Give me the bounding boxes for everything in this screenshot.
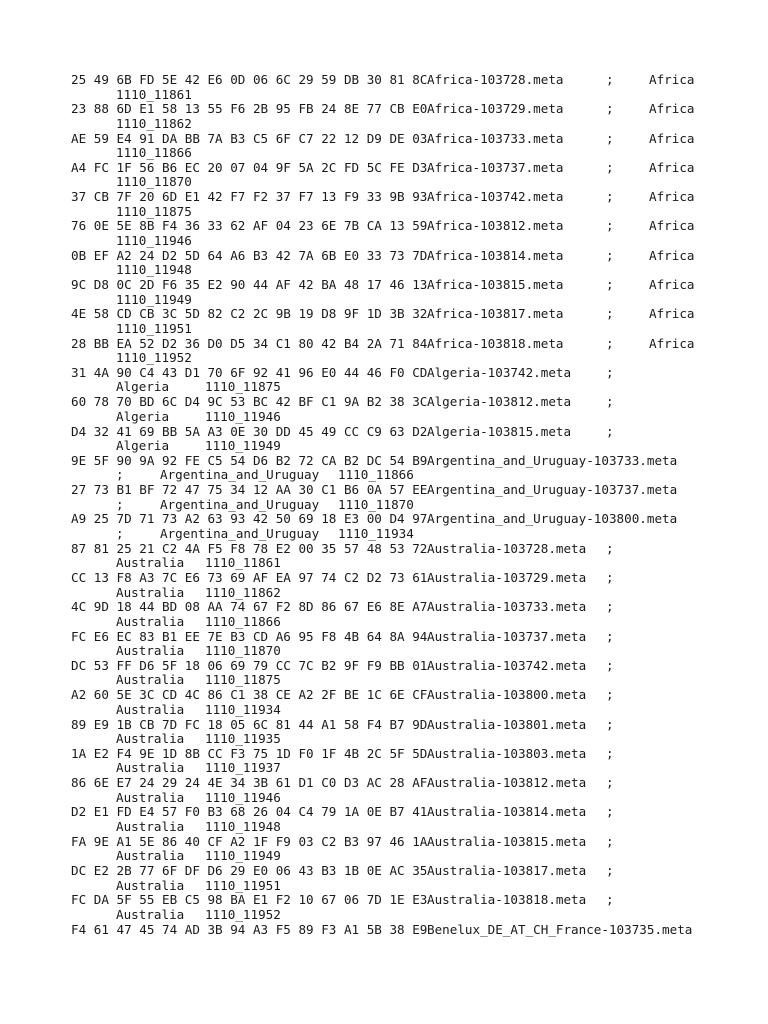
- listing-entry: [71, 101, 711, 130]
- entry-line-2: [71, 145, 192, 160]
- record-id: 1110_11949: [205, 848, 281, 864]
- entry-line-1: [71, 628, 614, 644]
- file-name: Africa-103742.meta: [427, 189, 564, 205]
- listing-entry: [71, 277, 711, 306]
- listing-entry: [71, 687, 711, 716]
- field-separator: ;: [606, 247, 614, 263]
- region-name: Australia: [116, 643, 185, 659]
- region-name: Algeria: [116, 379, 170, 395]
- entry-line-2: [71, 438, 281, 454]
- hash-value: AE 59 E4 91 DA BB 7A B3 C5 6F C7 22 12 D9 DE 03: [71, 130, 428, 146]
- file-name: Africa-103733.meta: [427, 130, 564, 146]
- entry-line-1: [71, 394, 614, 410]
- region-name: Argentina_and_Uruguay: [160, 467, 320, 483]
- field-separator: ;: [606, 628, 614, 644]
- region-name: Australia: [116, 760, 185, 776]
- file-name: Argentina_and_Uruguay-103800.meta: [427, 511, 678, 527]
- file-name: Africa-103814.meta: [427, 247, 564, 263]
- record-id: 1110_11934: [205, 701, 281, 717]
- record-id: 1110_11862: [205, 584, 281, 600]
- entry-line-2: [71, 262, 192, 277]
- entry-line-1: [71, 745, 614, 761]
- entry-line-1: [71, 570, 614, 586]
- entry-line-1: [71, 833, 614, 849]
- field-separator: ;: [606, 218, 614, 234]
- listing-entry: [71, 218, 711, 247]
- hash-value: 0B EF A2 24 D2 5D 64 A6 B3 42 7A 6B E0 33 73 7D: [71, 247, 428, 263]
- listing-entry: [71, 570, 711, 599]
- entry-line-1: [71, 423, 614, 439]
- record-id: 1110_11862: [116, 115, 192, 131]
- region-name: Australia: [116, 672, 185, 688]
- listing-entry: [71, 775, 711, 804]
- field-separator: ;: [606, 130, 614, 146]
- file-name: Algeria-103815.meta: [427, 423, 572, 439]
- hash-listing: [71, 72, 711, 951]
- listing-entry: [71, 394, 711, 423]
- entry-line-1: [71, 482, 677, 497]
- file-name: Africa-103818.meta: [427, 335, 564, 351]
- field-separator: ;: [606, 775, 614, 791]
- region-name: Africa: [649, 218, 695, 234]
- record-id: 1110_11946: [116, 232, 192, 248]
- region-name: Africa: [649, 130, 695, 146]
- entry-line-1: [71, 716, 614, 732]
- record-id: 1110_11861: [116, 86, 192, 102]
- field-separator: ;: [606, 189, 614, 205]
- listing-entry: [71, 717, 711, 746]
- hash-value: A4 FC 1F 56 B6 EC 20 07 04 9F 5A 2C FD 5C FE D3: [71, 159, 428, 175]
- entry-line-1: [71, 159, 695, 175]
- listing-entry: [71, 804, 711, 833]
- field-separator: ;: [606, 423, 614, 439]
- field-separator: ;: [606, 599, 614, 615]
- entry-line-1: [71, 130, 695, 146]
- field-separator: ;: [606, 570, 614, 586]
- field-separator: ;: [116, 525, 124, 541]
- file-name: Australia-103817.meta: [427, 863, 587, 879]
- field-separator: ;: [606, 657, 614, 673]
- listing-entry: [71, 511, 711, 540]
- field-separator: ;: [606, 540, 614, 556]
- hash-value: A9 25 7D 71 73 A2 63 93 42 50 69 18 E3 00 D4 97: [71, 511, 428, 527]
- record-id: 1110_11866: [116, 145, 192, 161]
- file-name: Australia-103812.meta: [427, 775, 587, 791]
- hash-value: 89 E9 1B CB 7D FC 18 05 6C 81 44 A1 58 F4 B7 9D: [71, 716, 428, 732]
- region-name: Argentina_and_Uruguay: [160, 525, 320, 541]
- entry-line-1: [71, 863, 614, 879]
- listing-entry: [71, 629, 711, 658]
- region-name: Australia: [116, 877, 185, 893]
- field-separator: ;: [606, 306, 614, 322]
- record-id: 1110_11875: [205, 672, 281, 688]
- listing-entry: [71, 453, 711, 482]
- file-name: Australia-103814.meta: [427, 804, 587, 820]
- hash-value: 1A E2 F4 9E 1D 8B CC F3 75 1D F0 1F 4B 2C 5F 5D: [71, 745, 428, 761]
- file-name: Algeria-103742.meta: [427, 364, 572, 380]
- region-name: Algeria: [116, 408, 170, 424]
- listing-entry: [71, 189, 711, 218]
- field-separator: ;: [606, 833, 614, 849]
- entry-line-2: [71, 906, 281, 922]
- region-name: Africa: [649, 189, 695, 205]
- hash-value: 9E 5F 90 9A 92 FE C5 54 D6 B2 72 CA B2 DC 54 B9: [71, 452, 428, 468]
- hash-value: DC 53 FF D6 5F 18 06 69 79 CC 7C B2 9F F9 BB 01: [71, 657, 428, 673]
- listing-entry: [71, 72, 711, 101]
- listing-entry: [71, 482, 711, 511]
- region-name: Argentina_and_Uruguay: [160, 496, 320, 512]
- hash-value: FA 9E A1 5E 86 40 CF A2 1F F9 03 C2 B3 97 46 1A: [71, 833, 428, 849]
- entry-line-1: [71, 775, 614, 791]
- file-name: Africa-103817.meta: [427, 306, 564, 322]
- entry-line-1: [71, 101, 695, 117]
- entry-line-1: [71, 189, 695, 205]
- file-name: Australia-103818.meta: [427, 892, 587, 908]
- entry-line-2: [71, 350, 192, 365]
- listing-entry: [71, 658, 711, 687]
- region-name: Africa: [649, 247, 695, 263]
- listing-entry: [71, 834, 711, 863]
- listing-entry: [71, 599, 711, 628]
- hash-value: FC E6 EC 83 B1 EE 7E B3 CD A6 95 F8 4B 64 8A 94: [71, 628, 428, 644]
- listing-entry: [71, 892, 711, 921]
- hash-value: D2 E1 FD E4 57 F0 B3 68 26 04 C4 79 1A 0E B7 41: [71, 804, 428, 820]
- file-name: Australia-103737.meta: [427, 628, 587, 644]
- file-name: Algeria-103812.meta: [427, 394, 572, 410]
- field-separator: ;: [606, 716, 614, 732]
- entry-line-2: [71, 467, 414, 483]
- field-separator: ;: [606, 159, 614, 175]
- entry-line-2: [71, 174, 192, 189]
- listing-entry: [71, 863, 711, 892]
- entry-line-2: [71, 233, 192, 248]
- listing-entry: [71, 306, 711, 335]
- entry-line-2: [71, 789, 281, 805]
- listing-entry: [71, 922, 711, 951]
- record-id: 1110_11870: [205, 643, 281, 659]
- region-name: Australia: [116, 789, 185, 805]
- listing-entry: [71, 248, 711, 277]
- entry-line-1: [71, 892, 614, 908]
- record-id: 1110_11951: [205, 877, 281, 893]
- entry-line-2: [71, 525, 414, 541]
- hash-value: 37 CB 7F 20 6D E1 42 F7 F2 37 F7 13 F9 33 9B 93: [71, 189, 428, 205]
- field-separator: ;: [606, 863, 614, 879]
- hash-value: 31 4A 90 C4 43 D1 70 6F 92 41 96 E0 44 46 F0 CD: [71, 364, 428, 380]
- entry-line-2: [71, 672, 281, 688]
- region-name: Australia: [116, 613, 185, 629]
- entry-line-1: [71, 599, 614, 615]
- record-id: 1110_11866: [338, 467, 414, 483]
- entry-line-2: [71, 204, 192, 219]
- entry-line-2: [71, 877, 281, 893]
- file-name: Africa-103729.meta: [427, 101, 564, 117]
- file-name: Australia-103728.meta: [427, 540, 587, 556]
- region-name: Africa: [649, 277, 695, 293]
- record-id: 1110_11875: [205, 379, 281, 395]
- entry-line-2: [71, 760, 281, 776]
- field-separator: ;: [116, 496, 124, 512]
- hash-value: 4C 9D 18 44 BD 08 AA 74 67 F2 8D 86 67 E6 8E A7: [71, 599, 428, 615]
- record-id: 1110_11946: [205, 408, 281, 424]
- entry-line-2: [71, 87, 192, 102]
- region-name: Africa: [649, 72, 695, 87]
- entry-line-2: [71, 379, 281, 395]
- entry-line-2: [71, 321, 192, 336]
- entry-line-1: [71, 306, 695, 322]
- field-separator: ;: [606, 277, 614, 293]
- region-name: Africa: [649, 159, 695, 175]
- listing-entry: [71, 131, 711, 160]
- entry-line-2: [71, 701, 281, 717]
- entry-line-2: [71, 292, 192, 307]
- field-separator: ;: [606, 72, 614, 87]
- listing-entry: [71, 424, 711, 453]
- hash-value: FC DA 5F 55 EB C5 98 BA E1 F2 10 67 06 7D 1E E3: [71, 892, 428, 908]
- entry-line-2: [71, 731, 281, 747]
- file-name: Africa-103737.meta: [427, 159, 564, 175]
- record-id: 1110_11870: [338, 496, 414, 512]
- hash-value: 23 88 6D E1 58 13 55 F6 2B 95 FB 24 8E 77 CB E0: [71, 101, 428, 117]
- listing-entry: [71, 365, 711, 394]
- listing-entry: [71, 746, 711, 775]
- entry-line-1: [71, 511, 677, 526]
- entry-line-1: [71, 364, 614, 380]
- file-name: Africa-103728.meta: [427, 72, 564, 87]
- region-name: Africa: [649, 306, 695, 322]
- record-id: 1110_11875: [116, 203, 192, 219]
- hash-value: 4E 58 CD CB 3C 5D 82 C2 2C 9B 19 D8 9F 1D 3B 32: [71, 306, 428, 322]
- entry-line-1: [71, 247, 695, 263]
- field-separator: ;: [606, 364, 614, 380]
- hash-value: CC 13 F8 A3 7C E6 73 69 AF EA 97 74 C2 D2 73 61: [71, 570, 428, 586]
- field-separator: ;: [606, 804, 614, 820]
- entry-line-2: [71, 818, 281, 834]
- file-name: Australia-103729.meta: [427, 570, 587, 586]
- entry-line-2: [71, 584, 281, 600]
- field-separator: ;: [606, 394, 614, 410]
- region-name: Australia: [116, 584, 185, 600]
- region-name: Africa: [649, 335, 695, 351]
- entry-line-2: [71, 496, 414, 512]
- entry-line-1: [71, 277, 695, 293]
- entry-line-2: [71, 613, 281, 629]
- entry-line-1: [71, 335, 695, 351]
- hash-value: 60 78 70 BD 6C D4 9C 53 BC 42 BF C1 9A B2 38 3C: [71, 394, 428, 410]
- entry-line-1: [71, 687, 614, 703]
- record-id: 1110_11861: [205, 555, 281, 571]
- field-separator: ;: [606, 335, 614, 351]
- region-name: Australia: [116, 906, 185, 922]
- region-name: Australia: [116, 818, 185, 834]
- entry-line-1: [71, 804, 614, 820]
- field-separator: ;: [606, 101, 614, 117]
- file-name: Australia-103800.meta: [427, 687, 587, 703]
- field-separator: ;: [606, 892, 614, 908]
- listing-entry: [71, 541, 711, 570]
- record-id: 1110_11866: [205, 613, 281, 629]
- file-name: Australia-103801.meta: [427, 716, 587, 732]
- entry-line-1: [71, 218, 695, 234]
- field-separator: ;: [116, 467, 124, 483]
- record-id: 1110_11948: [116, 262, 192, 278]
- hash-value: D4 32 41 69 BB 5A A3 0E 30 DD 45 49 CC C9 63 D2: [71, 423, 428, 439]
- file-name: Australia-103803.meta: [427, 745, 587, 761]
- entry-line-1: [71, 453, 677, 468]
- entry-line-2: [71, 408, 281, 424]
- hash-value: 9C D8 0C 2D F6 35 E2 90 44 AF 42 BA 48 17 46 13: [71, 277, 428, 293]
- region-name: Africa: [649, 101, 695, 117]
- entry-line-1: [71, 657, 614, 673]
- record-id: 1110_11948: [205, 818, 281, 834]
- hash-value: 86 6E E7 24 29 24 4E 34 3B 61 D1 C0 D3 AC 28 AF: [71, 775, 428, 791]
- file-name: Australia-103742.meta: [427, 657, 587, 673]
- field-separator: ;: [606, 745, 614, 761]
- file-name: Benelux_DE_AT_CH_France-103735.meta: [427, 921, 693, 937]
- region-name: Algeria: [116, 438, 170, 454]
- entry-line-1: [71, 72, 695, 87]
- record-id: 1110_11949: [205, 438, 281, 454]
- file-name: Africa-103815.meta: [427, 277, 564, 293]
- entry-line-2: [71, 848, 281, 864]
- entry-line-1: [71, 540, 614, 556]
- region-name: Australia: [116, 848, 185, 864]
- entry-line-2: [71, 555, 281, 571]
- hash-value: A2 60 5E 3C CD 4C 86 C1 38 CE A2 2F BE 1C 6E CF: [71, 687, 428, 703]
- entry-line-1: [71, 922, 692, 937]
- hash-value: 27 73 B1 BF 72 47 75 34 12 AA 30 C1 B6 0A 57 EE: [71, 482, 428, 498]
- file-name: Argentina_and_Uruguay-103733.meta: [427, 452, 678, 468]
- record-id: 1110_11952: [116, 350, 192, 366]
- region-name: Australia: [116, 701, 185, 717]
- file-name: Australia-103815.meta: [427, 833, 587, 849]
- hash-value: 28 BB EA 52 D2 36 D0 D5 34 C1 80 42 B4 2A 71 84: [71, 335, 428, 351]
- record-id: 1110_11949: [116, 291, 192, 307]
- file-name: Africa-103812.meta: [427, 218, 564, 234]
- file-name: Argentina_and_Uruguay-103737.meta: [427, 482, 678, 498]
- record-id: 1110_11934: [338, 525, 414, 541]
- hash-value: 87 81 25 21 C2 4A F5 F8 78 E2 00 35 57 48 53 72: [71, 540, 428, 556]
- record-id: 1110_11952: [205, 906, 281, 922]
- record-id: 1110_11935: [205, 731, 281, 747]
- listing-entry: [71, 160, 711, 189]
- hash-value: DC E2 2B 77 6F DF D6 29 E0 06 43 B3 1B 0E AC 35: [71, 863, 428, 879]
- region-name: Australia: [116, 731, 185, 747]
- record-id: 1110_11937: [205, 760, 281, 776]
- listing-entry: [71, 336, 711, 365]
- file-name: Australia-103733.meta: [427, 599, 587, 615]
- record-id: 1110_11951: [116, 320, 192, 336]
- entry-line-2: [71, 116, 192, 131]
- hash-value: 76 0E 5E 8B F4 36 33 62 AF 04 23 6E 7B CA 13 59: [71, 218, 428, 234]
- hash-value: F4 61 47 45 74 AD 3B 94 A3 F5 89 F3 A1 5B 38 E9: [71, 921, 428, 937]
- entry-line-2: [71, 643, 281, 659]
- record-id: 1110_11946: [205, 789, 281, 805]
- record-id: 1110_11870: [116, 174, 192, 190]
- region-name: Australia: [116, 555, 185, 571]
- field-separator: ;: [606, 687, 614, 703]
- hash-value: 25 49 6B FD 5E 42 E6 0D 06 6C 29 59 DB 30 81 8C: [71, 72, 428, 87]
